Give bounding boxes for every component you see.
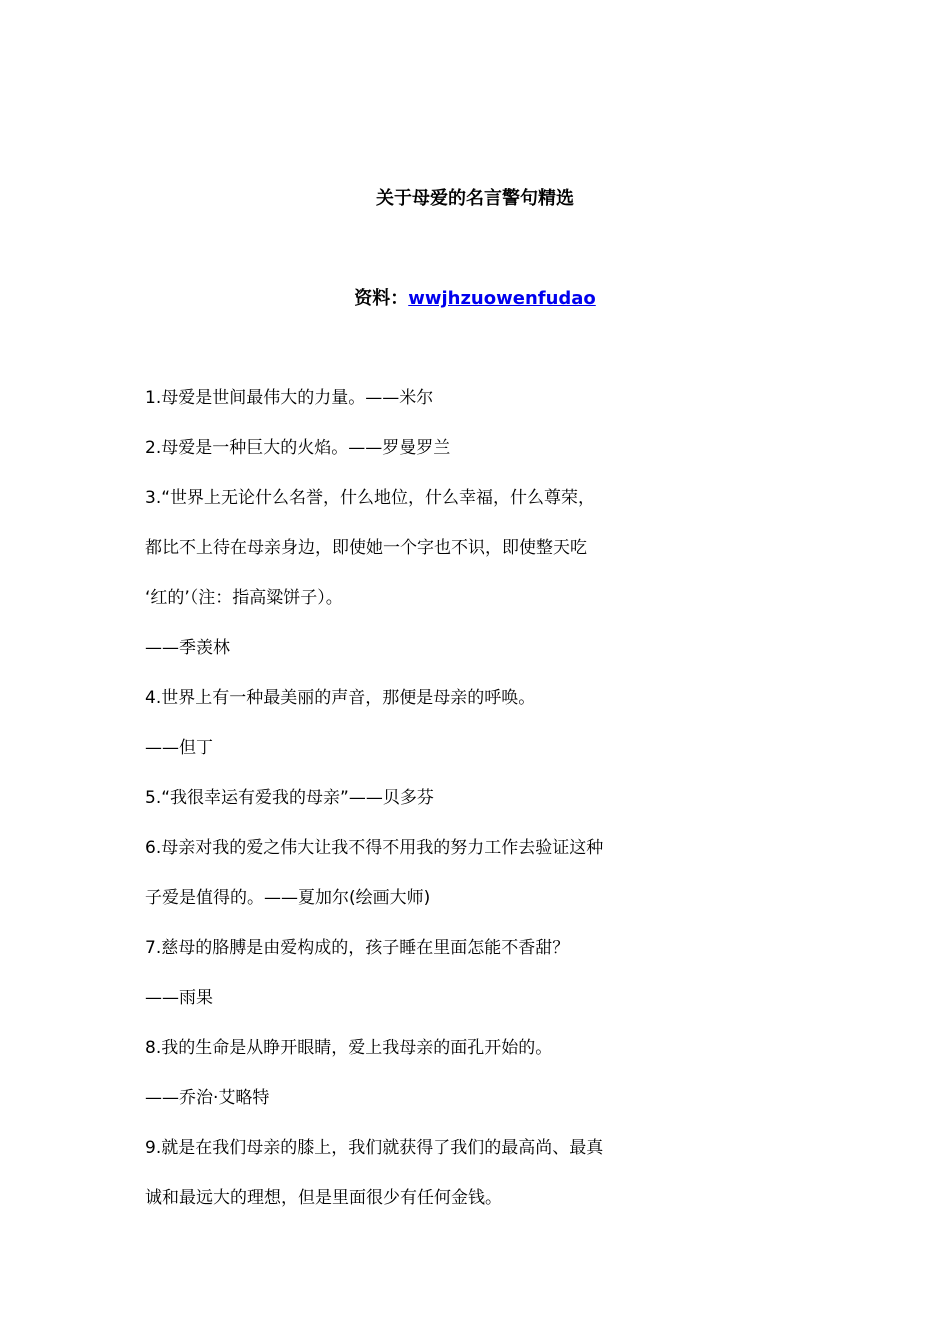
quote-line: ——但丁	[145, 738, 213, 758]
quote-line: 9.就是在我们母亲的膝上，我们就获得了我们的最高尚、最真	[145, 1138, 604, 1158]
quote-line: 1.母爱是世间最伟大的力量。——米尔	[145, 388, 434, 408]
quote-line: ‘红的’（注：指高粱饼子）。	[145, 588, 343, 608]
document-title: 关于母爱的名言警句精选	[376, 188, 574, 209]
quote-line: 子爱是值得的。——夏加尔(绘画大师)	[145, 888, 431, 908]
source-link[interactable]: wwjhzuowenfudao	[408, 288, 596, 309]
quote-line: 3.“世界上无论什么名誉，什么地位，什么幸福，什么尊荣，	[145, 488, 596, 508]
quote-line: 5.“我很幸运有爱我的母亲”——贝多芬	[145, 788, 434, 808]
quote-line: ——季羡林	[145, 638, 230, 658]
source-line	[0, 285, 950, 313]
quote-list	[145, 382, 785, 1232]
quote-line: 都比不上待在母亲身边，即使她一个字也不识，即使整天吃	[145, 538, 587, 558]
source-label: 资料：	[354, 288, 409, 309]
quote-line: 诚和最远大的理想，但是里面很少有任何金钱。	[145, 1188, 502, 1208]
quote-line: 8.我的生命是从睁开眼睛，爱上我母亲的面孔开始的。	[145, 1038, 553, 1058]
quote-line: 6.母亲对我的爱之伟大让我不得不用我的努力工作去验证这种	[145, 838, 604, 858]
quote-line: ——乔治·艾略特	[145, 1088, 270, 1108]
quote-line: 2.母爱是一种巨大的火焰。——罗曼罗兰	[145, 438, 451, 458]
quote-line: ——雨果	[145, 988, 213, 1008]
quote-line: 4.世界上有一种最美丽的声音，那便是母亲的呼唤。	[145, 688, 536, 708]
quote-line: 7.慈母的胳膊是由爱构成的，孩子睡在里面怎能不香甜？	[145, 938, 570, 958]
